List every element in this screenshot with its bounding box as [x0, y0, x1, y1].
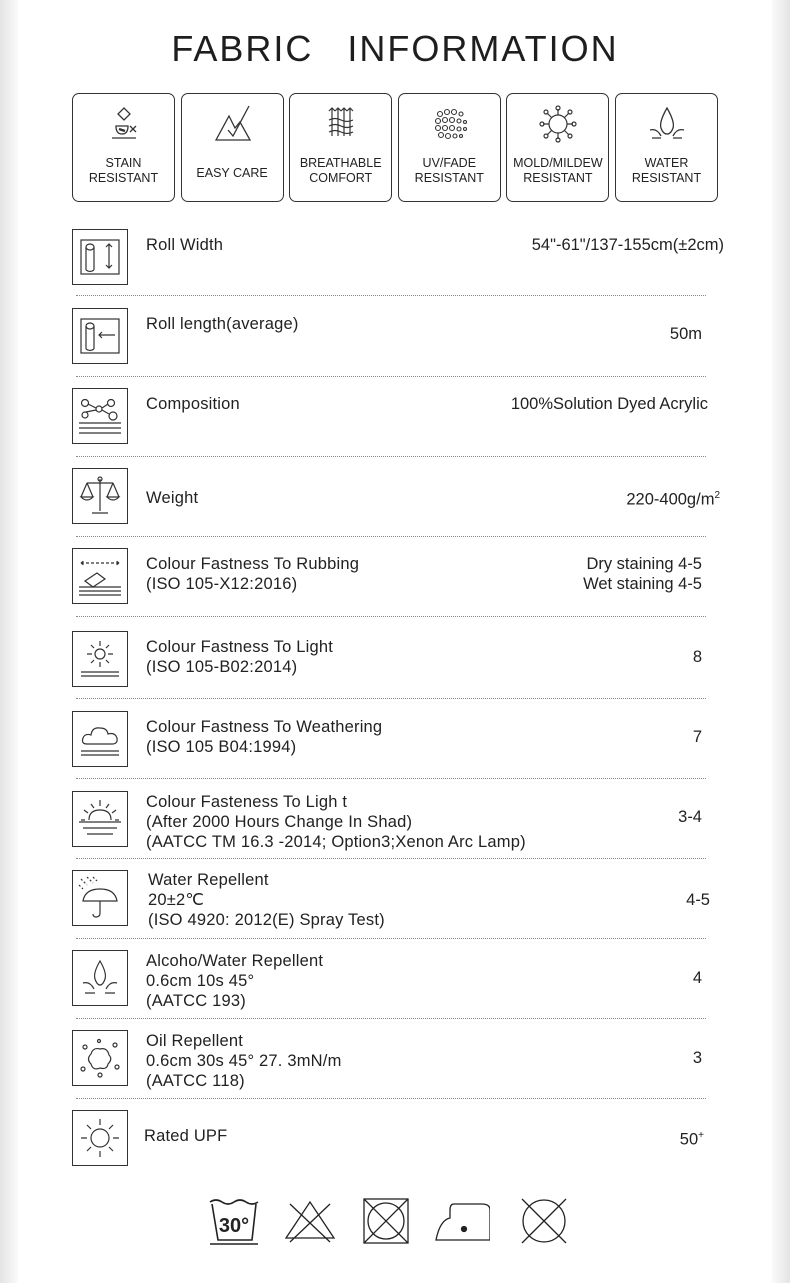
spec-label: Water Repellent 20±2℃ (ISO 4920: 2012(E) Spray Test): [148, 871, 385, 929]
spec-label: Colour Fastness To Light (ISO 105-B02:2014): [146, 638, 334, 676]
spec-label: Colour Fastness To Rubbing (ISO 105-X12:2016): [146, 555, 360, 593]
right-page-edge: [772, 0, 790, 1283]
spec-row-light: [72, 623, 718, 703]
iron-low-icon: [434, 1196, 490, 1246]
spec-value: 50m: [669, 325, 702, 343]
feature-badges: [72, 93, 718, 204]
oil-splash-icon: [72, 1030, 128, 1086]
upf-value: 50: [679, 1130, 699, 1149]
feature-stain-resistant: [72, 93, 175, 202]
dotted-divider: [76, 295, 706, 296]
scale-icon: [72, 468, 128, 524]
feature-uv-fade-resistant: [398, 93, 501, 202]
do-not-tumble-dry-icon: [358, 1196, 414, 1246]
water-drop-icon: [647, 104, 687, 144]
breathable-icon: [321, 104, 361, 144]
spec-row-alcohol-water-repellent: [72, 942, 718, 1022]
spec-row-oil-repellent: [72, 1022, 718, 1102]
feature-label: STAIN RESISTANT: [88, 156, 159, 185]
dotted-divider: [76, 1098, 706, 1099]
sunrise-icon: [72, 791, 128, 847]
spec-label: Weight: [146, 489, 199, 507]
uv-fade-icon: [430, 104, 470, 144]
spec-row-rubbing: [72, 540, 718, 620]
composition-icon: [72, 388, 128, 444]
wash-30-icon: [206, 1196, 262, 1246]
feature-water-resistant: [615, 93, 718, 202]
spec-row-roll-length: [72, 300, 718, 380]
spec-value: 4: [692, 969, 702, 987]
spec-label: Roll Width: [146, 236, 224, 254]
feature-label: WATER RESISTANT: [631, 156, 702, 185]
roll-length-icon: [72, 308, 128, 364]
spec-value: 8: [692, 648, 702, 666]
spec-value: 100%Solution Dyed Acrylic: [510, 395, 708, 413]
spec-value: [626, 486, 720, 510]
dotted-divider: [76, 536, 706, 537]
spec-row-weight: [72, 460, 718, 540]
feature-mold-mildew-resistant: [506, 93, 609, 202]
spec-row-roll-width: [72, 221, 724, 301]
spec-label: Oil Repellent 0.6cm 30s 45° 27. 3mN/m (AATCC 118): [146, 1032, 342, 1090]
spec-row-xenon-light: [72, 783, 718, 863]
do-not-bleach-icon: [282, 1196, 338, 1246]
weight-value: 220-400g/m: [626, 490, 715, 509]
dotted-divider: [76, 858, 706, 859]
feature-breathable-comfort: [289, 93, 392, 202]
easy-care-icon: [213, 104, 253, 144]
dotted-divider: [76, 938, 706, 939]
spec-row-water-repellent: [72, 862, 718, 942]
dotted-divider: [76, 376, 706, 377]
feature-easy-care: [181, 93, 284, 202]
spec-value: 7: [692, 728, 702, 746]
upf-plus-superscript: +: [698, 1130, 704, 1141]
spec-value: 3-4: [678, 808, 702, 826]
dotted-divider: [76, 1018, 706, 1019]
spec-label: Roll length(average): [146, 315, 299, 333]
spec-row-upf: [72, 1102, 718, 1182]
spec-value: 4-5: [686, 891, 710, 909]
mold-mildew-icon: [538, 104, 578, 144]
roll-width-icon: [72, 229, 128, 285]
wash-temperature: 30°: [218, 1215, 250, 1237]
spec-value: [680, 1126, 704, 1150]
umbrella-icon: [72, 870, 128, 926]
alcohol-drop-icon: [72, 950, 128, 1006]
rubbing-icon: [72, 548, 128, 604]
spec-value: 3: [692, 1049, 702, 1067]
weight-unit-superscript: 2: [714, 490, 720, 501]
spec-value: 54"-61"/137-155cm(±2cm): [531, 236, 724, 254]
spec-value: Dry staining 4-5 Wet staining 4-5: [583, 555, 702, 593]
spec-label: Rated UPF: [144, 1127, 228, 1145]
spec-label: Colour Fasteness To Ligh t (After 2000 Hours Change In Shad) (AATCC TM 16.3 -2014; Option3;Xenon Arc Lamp): [146, 793, 526, 851]
do-not-dry-clean-icon: [516, 1196, 572, 1246]
dotted-divider: [76, 456, 706, 457]
feature-label: MOLD/MILDEW RESISTANT: [513, 156, 603, 185]
spec-row-composition: [72, 380, 718, 460]
page-title: FABRIC INFORMATION: [171, 28, 619, 69]
light-icon: [72, 631, 128, 687]
dotted-divider: [76, 616, 706, 617]
spec-label: Alcoho/Water Repellent 0.6cm 10s 45° (AATCC 193): [146, 952, 324, 1010]
stain-icon: [104, 104, 144, 144]
feature-label: EASY CARE: [196, 166, 268, 180]
dotted-divider: [76, 698, 706, 699]
sun-upf-icon: [72, 1110, 128, 1166]
dotted-divider: [76, 778, 706, 779]
spec-row-weathering: [72, 703, 718, 783]
care-symbols: [206, 1196, 576, 1248]
spec-label: Composition: [146, 395, 240, 413]
spec-label: Colour Fastness To Weathering (ISO 105 B04:1994): [146, 718, 383, 756]
feature-label: BREATHABLE COMFORT: [299, 156, 382, 185]
left-page-edge: [0, 0, 18, 1283]
feature-label: UV/FADE RESISTANT: [414, 156, 484, 185]
weathering-cloud-icon: [72, 711, 128, 767]
